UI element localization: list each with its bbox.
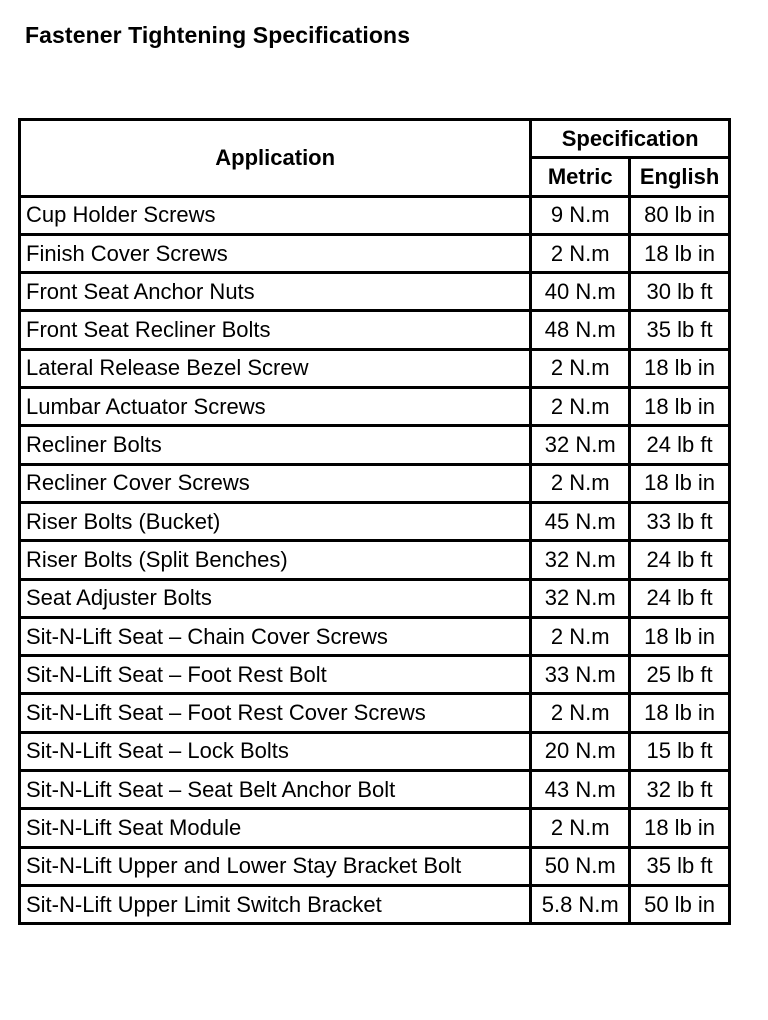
metric-header: Metric [531, 158, 630, 196]
table-row [20, 732, 730, 770]
table-row [20, 349, 730, 387]
table-row [20, 234, 730, 272]
metric-cell: 32 N.m [531, 426, 630, 464]
english-cell: 18 lb in [630, 617, 730, 655]
english-cell: 24 lb ft [630, 579, 730, 617]
metric-cell: 33 N.m [531, 656, 630, 694]
application-cell: Sit-N-Lift Seat Module [20, 809, 531, 847]
english-cell: 18 lb in [630, 809, 730, 847]
application-cell: Cup Holder Screws [20, 196, 531, 234]
metric-cell: 2 N.m [531, 388, 630, 426]
metric-cell: 40 N.m [531, 273, 630, 311]
fastener-spec-table [18, 118, 731, 925]
application-cell: Sit-N-Lift Seat – Lock Bolts [20, 732, 531, 770]
english-cell: 24 lb ft [630, 426, 730, 464]
application-cell: Sit-N-Lift Upper Limit Switch Bracket [20, 885, 531, 923]
table-row [20, 464, 730, 502]
english-cell: 18 lb in [630, 694, 730, 732]
english-cell: 18 lb in [630, 349, 730, 387]
table-row [20, 541, 730, 579]
application-cell: Sit-N-Lift Seat – Chain Cover Screws [20, 617, 531, 655]
application-header: Application [20, 120, 531, 197]
metric-cell: 20 N.m [531, 732, 630, 770]
metric-cell: 50 N.m [531, 847, 630, 885]
table-row [20, 273, 730, 311]
metric-cell: 43 N.m [531, 771, 630, 809]
metric-cell: 45 N.m [531, 502, 630, 540]
application-cell: Riser Bolts (Bucket) [20, 502, 531, 540]
table-row [20, 502, 730, 540]
application-cell: Front Seat Anchor Nuts [20, 273, 531, 311]
application-cell: Lumbar Actuator Screws [20, 388, 531, 426]
table-header-row [20, 120, 730, 158]
table-row [20, 771, 730, 809]
metric-cell: 32 N.m [531, 541, 630, 579]
table-row [20, 426, 730, 464]
table-row [20, 196, 730, 234]
english-cell: 80 lb in [630, 196, 730, 234]
specification-header: Specification [531, 120, 730, 158]
metric-cell: 5.8 N.m [531, 885, 630, 923]
english-header: English [630, 158, 730, 196]
metric-cell: 2 N.m [531, 809, 630, 847]
metric-cell: 32 N.m [531, 579, 630, 617]
english-cell: 35 lb ft [630, 847, 730, 885]
application-cell: Recliner Cover Screws [20, 464, 531, 502]
application-cell: Sit-N-Lift Seat – Seat Belt Anchor Bolt [20, 771, 531, 809]
application-cell: Front Seat Recliner Bolts [20, 311, 531, 349]
english-cell: 35 lb ft [630, 311, 730, 349]
application-cell: Lateral Release Bezel Screw [20, 349, 531, 387]
english-cell: 15 lb ft [630, 732, 730, 770]
english-cell: 30 lb ft [630, 273, 730, 311]
application-cell: Sit-N-Lift Seat – Foot Rest Cover Screws [20, 694, 531, 732]
table-row [20, 656, 730, 694]
english-cell: 25 lb ft [630, 656, 730, 694]
table-row [20, 809, 730, 847]
application-cell: Riser Bolts (Split Benches) [20, 541, 531, 579]
metric-cell: 2 N.m [531, 464, 630, 502]
application-cell: Sit-N-Lift Upper and Lower Stay Bracket Bolt [20, 847, 531, 885]
table-row [20, 579, 730, 617]
metric-cell: 2 N.m [531, 694, 630, 732]
table-row [20, 847, 730, 885]
table-body [20, 196, 730, 924]
metric-cell: 9 N.m [531, 196, 630, 234]
application-cell: Seat Adjuster Bolts [20, 579, 531, 617]
page-title: Fastener Tightening Specifications [25, 22, 411, 48]
english-cell: 32 lb ft [630, 771, 730, 809]
english-cell: 50 lb in [630, 885, 730, 923]
table-row [20, 388, 730, 426]
english-cell: 18 lb in [630, 464, 730, 502]
metric-cell: 48 N.m [531, 311, 630, 349]
english-cell: 33 lb ft [630, 502, 730, 540]
table-row [20, 694, 730, 732]
english-cell: 18 lb in [630, 388, 730, 426]
application-cell: Recliner Bolts [20, 426, 531, 464]
english-cell: 18 lb in [630, 234, 730, 272]
table-row [20, 311, 730, 349]
table-row [20, 617, 730, 655]
application-cell: Finish Cover Screws [20, 234, 531, 272]
english-cell: 24 lb ft [630, 541, 730, 579]
metric-cell: 2 N.m [531, 349, 630, 387]
application-cell: Sit-N-Lift Seat – Foot Rest Bolt [20, 656, 531, 694]
metric-cell: 2 N.m [531, 234, 630, 272]
metric-cell: 2 N.m [531, 617, 630, 655]
table-row [20, 885, 730, 923]
